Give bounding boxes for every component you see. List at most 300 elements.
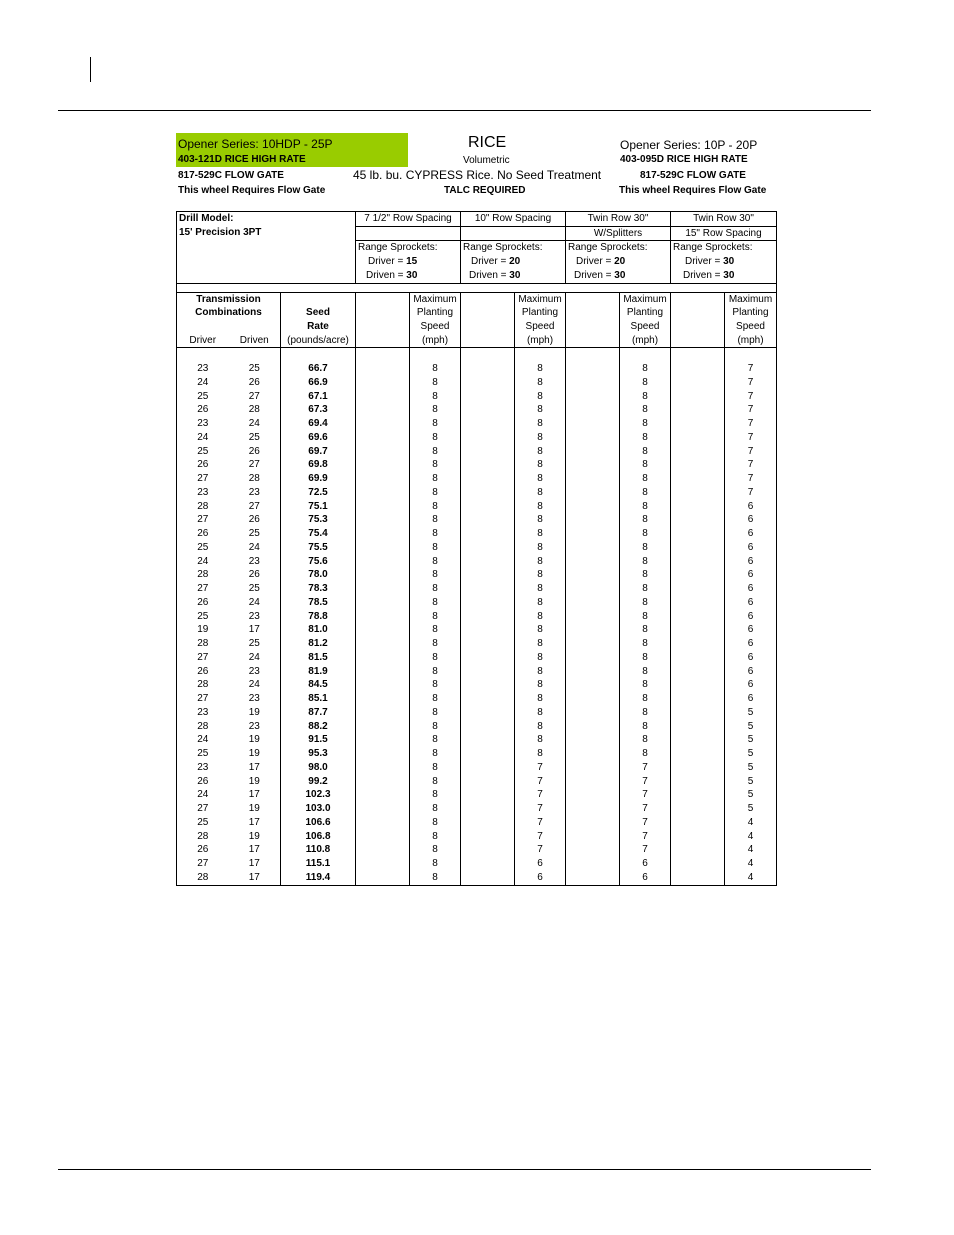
- top-rule: [58, 110, 871, 111]
- speed-cell-1: 8: [410, 857, 461, 871]
- speed-cell-2: 8: [515, 541, 566, 555]
- driver-cell: 26: [177, 843, 229, 857]
- driven-cell: 23: [248, 610, 260, 622]
- speed-cell-1: 8: [410, 706, 461, 720]
- speed-cell-4: 6: [725, 500, 777, 514]
- speed-cell-4: 7: [725, 486, 777, 500]
- driver-cell: 24: [177, 555, 229, 569]
- driver-cell: 26: [177, 527, 229, 541]
- speed-cell-1: 8: [410, 582, 461, 596]
- blank-cell: [356, 610, 410, 624]
- table-row: [177, 775, 777, 789]
- table-row: [177, 403, 777, 417]
- spacing-4-header: Twin Row 30": [671, 212, 777, 227]
- blank-cell: [461, 403, 515, 417]
- speed-cell-1: 8: [410, 390, 461, 404]
- driver-cell: 19: [177, 623, 229, 637]
- blank-cell: [356, 747, 410, 761]
- speed-cell-4: 6: [725, 692, 777, 706]
- table-row: [177, 623, 777, 637]
- table-row: [177, 527, 777, 541]
- table-row: [177, 472, 777, 486]
- seed-header: Seed: [281, 306, 356, 320]
- speed-cell-3: 8: [620, 651, 671, 665]
- speed-cell-3: 8: [620, 458, 671, 472]
- blank-cell: [356, 445, 410, 459]
- blank-cell: [566, 513, 620, 527]
- seed-rate-cell: 75.5: [281, 541, 356, 555]
- speed-cell-2: 8: [515, 747, 566, 761]
- blank-cell: [566, 541, 620, 555]
- speed-cell-1: 8: [410, 843, 461, 857]
- driver-cell: 23: [177, 486, 229, 500]
- drill-model-label: Drill Model:: [177, 212, 356, 227]
- blank-cell: [671, 843, 725, 857]
- table-row: [177, 802, 777, 816]
- blank-cell: [356, 775, 410, 789]
- seed-rate-cell: 66.9: [281, 376, 356, 390]
- seed-rate-cell: 69.4: [281, 417, 356, 431]
- blank-cell: [566, 568, 620, 582]
- speed-cell-4: 6: [725, 637, 777, 651]
- seed-rate-cell: 75.1: [281, 500, 356, 514]
- blank-cell: [671, 665, 725, 679]
- meter-type: Volumetric: [463, 155, 510, 166]
- speed-cell-2: 8: [515, 445, 566, 459]
- left-flow-gate: 817-529C FLOW GATE: [178, 170, 284, 181]
- blank-cell: [566, 747, 620, 761]
- speed-cell-1: 8: [410, 610, 461, 624]
- seed-rate-cell: 66.7: [281, 362, 356, 376]
- drill-model-value: 15' Precision 3PT: [177, 226, 356, 241]
- speed-cell-2: 8: [515, 431, 566, 445]
- table-row: [177, 555, 777, 569]
- range-label-2: Range Sprockets:: [461, 241, 566, 255]
- speed-header-2: Maximum: [515, 292, 566, 306]
- blank-cell: [356, 390, 410, 404]
- blank-cell: [356, 568, 410, 582]
- seed-rate-cell: 81.9: [281, 665, 356, 679]
- driven-cell: 17: [248, 858, 260, 870]
- blank-cell: [461, 500, 515, 514]
- driver-cell: 25: [177, 445, 229, 459]
- driven-cell: 17: [248, 624, 260, 636]
- driven-cell: 17: [229, 871, 281, 885]
- blank-cell: [671, 623, 725, 637]
- table-row: [177, 417, 777, 431]
- speed-cell-4: 7: [725, 431, 777, 445]
- blank-cell: [356, 802, 410, 816]
- speed-cell-4: 7: [725, 445, 777, 459]
- driver-cell: 27: [177, 582, 229, 596]
- blank-cell: [356, 500, 410, 514]
- table-row: [177, 362, 777, 376]
- seed-rate-cell: 84.5: [281, 678, 356, 692]
- seed-rate-cell: 98.0: [281, 761, 356, 775]
- driven-cell: 25: [248, 431, 260, 443]
- speed-cell-3: 8: [620, 610, 671, 624]
- speed-cell-2: 8: [515, 720, 566, 734]
- speed-cell-1: 8: [410, 568, 461, 582]
- driver-cell: 27: [177, 857, 229, 871]
- seed-rate-cell: 81.0: [281, 623, 356, 637]
- blank-cell: [671, 582, 725, 596]
- driver-sprocket-3: Driver = 20: [566, 255, 671, 269]
- blank-cell: [461, 513, 515, 527]
- blank-cell: [356, 651, 410, 665]
- speed-cell-4: 7: [725, 390, 777, 404]
- seed-rate-cell: 69.8: [281, 458, 356, 472]
- table-row: [177, 706, 777, 720]
- driver-cell: 28: [177, 678, 229, 692]
- driven-cell: 23: [248, 720, 260, 732]
- seed-rate-cell: 69.9: [281, 472, 356, 486]
- seed-rate-cell: 103.0: [281, 802, 356, 816]
- speed-cell-1: 8: [410, 733, 461, 747]
- driver-cell: 24: [177, 788, 229, 802]
- blank-cell: [671, 720, 725, 734]
- blank-cell: [461, 637, 515, 651]
- speed-cell-1: 8: [410, 513, 461, 527]
- table-row: [177, 720, 777, 734]
- speed-cell-1: 8: [410, 802, 461, 816]
- rate-header: Rate: [281, 320, 356, 334]
- blank-cell: [566, 692, 620, 706]
- range-label-1: Range Sprockets:: [356, 241, 461, 255]
- driven-cell: 17: [248, 789, 260, 801]
- driven-cell: 19: [248, 734, 260, 746]
- speed-cell-4: 4: [725, 857, 777, 871]
- table-row: [177, 678, 777, 692]
- speed-cell-2: 8: [515, 733, 566, 747]
- table-row: [177, 843, 777, 857]
- blank-cell: [461, 788, 515, 802]
- blank-cell: [671, 802, 725, 816]
- blank-cell: [671, 706, 725, 720]
- speed-cell-4: 6: [725, 651, 777, 665]
- speed-cell-3: 8: [620, 486, 671, 500]
- driver-cell: 28: [177, 500, 229, 514]
- blank-cell: [566, 362, 620, 376]
- blank-cell: [566, 431, 620, 445]
- blank-cell: [461, 761, 515, 775]
- speed-cell-1: 8: [410, 472, 461, 486]
- blank-cell: [461, 376, 515, 390]
- seed-rate-cell: 78.3: [281, 582, 356, 596]
- seed-rate-cell: 87.7: [281, 706, 356, 720]
- blank-cell: [566, 610, 620, 624]
- speed-cell-1: 8: [410, 788, 461, 802]
- combinations-header: Combinations: [177, 306, 281, 320]
- blank-cell: [671, 362, 725, 376]
- speed-cell-3: 8: [620, 665, 671, 679]
- driven-cell: 24: [248, 418, 260, 430]
- driver-cell: 26: [177, 403, 229, 417]
- blank-cell: [671, 857, 725, 871]
- speed-cell-2: 6: [515, 857, 566, 871]
- seed-rate-table: Drill Model: 7 1/2" Row Spacing 10" Row Spacing Twin Row 30" Twin Row 30" 15' Precision 3PT W/Splitters 15" Row Spacing Range Sprockets: Range Sprockets: Range Sprockets: Range Sprockets: Driver = 15 Driver = 20 Driver = 20 Driver = 30 Driven = 30 Driven = 30 Driven = 30 Driven = 30 Transmission Maximum Maximum Maximum Maximum Combinations Seed Planting Planting Planting Planting Rate Speed Speed Speed Speed Driver Driven (pounds/acre) (mph) (mph) (mph) (mph) 23 25 66.7 8 8 8 7 24 26 66.9 8 8 8 7 25 27 67.1 8 8 8 7 26 28 67.3 8 8 8 7 23 24 69.4 8 8 8 7 24 25 69.6 8 8 8 7 25 26 69.7 8 8 8 7 26 27 69.8 8 8 8 7 27 28 69.9 8 8 8 7 23 23 72.5 8 8 8 7 28 27 75.1 8 8 8 6 27 26 75.3 8 8 8 6 26 25 75.4 8 8 8 6 25 24 75.5 8 8 8 6 24 23 75.6 8 8 8 6 28 26 78.0 8 8 8 6 27 25 78.3 8 8 8 6 26 24 78.5 8 8 8 6 25 23 78.8 8 8 8 6 19 17 81.0 8 8 8 6 28 25 81.2 8 8 8 6 27 24 81.5 8 8 8 6 26 23 81.9 8 8 8 6 28 24 84.5 8 8 8 6 27 23 85.1 8 8 8 6 23 19 87.7 8 8 8 5 28 23 88.2 8 8 8 5 24 19 91.5 8 8 8 5 25 19 95.3 8 8 8 5 23 17 98.0 8 7 7 5 26 19 99.2 8 7 7 5 24 17 102.3 8 7 7 5 27 19 103.0 8 7 7 5 25 17 106.6 8 7 7 4 28 19 106.8 8 7 7 4 26 17 110.8 8 7 7 4 27 17 115.1 8 6 6 4 28 17 119.4 8 6 6 4: [176, 211, 777, 886]
- blank-cell: [356, 692, 410, 706]
- speed-cell-3: 8: [620, 376, 671, 390]
- blank-cell: [461, 706, 515, 720]
- table-row: [177, 513, 777, 527]
- blank-cell: [566, 555, 620, 569]
- driven-cell: 24: [248, 651, 260, 663]
- speed-cell-2: 8: [515, 582, 566, 596]
- speed-cell-3: 8: [620, 362, 671, 376]
- speed-cell-1: 8: [410, 651, 461, 665]
- table-row: [177, 747, 777, 761]
- blank-cell: [671, 445, 725, 459]
- blank-cell: [356, 362, 410, 376]
- blank-cell: [566, 596, 620, 610]
- driven-cell: 27: [248, 390, 260, 402]
- speed-cell-1: 8: [410, 623, 461, 637]
- blank-cell: [356, 830, 410, 844]
- blank-cell: [566, 775, 620, 789]
- speed-cell-3: 7: [620, 843, 671, 857]
- speed-cell-3: 8: [620, 678, 671, 692]
- blank-cell: [461, 623, 515, 637]
- blank-cell: [566, 706, 620, 720]
- driver-cell: 23: [177, 761, 229, 775]
- blank-cell: [671, 417, 725, 431]
- speed-cell-1: 8: [410, 596, 461, 610]
- driven-cell: 24: [248, 679, 260, 691]
- blank-cell: [356, 857, 410, 871]
- speed-cell-1: 8: [410, 376, 461, 390]
- right-opener-series: Opener Series: 10P - 20P: [620, 138, 758, 152]
- table-row: [177, 788, 777, 802]
- seed-rate-cell: 119.4: [281, 871, 356, 885]
- seed-rate-cell: 81.2: [281, 637, 356, 651]
- speed-cell-2: 8: [515, 555, 566, 569]
- driven-sprocket-2: Driven = 30: [461, 269, 566, 283]
- speed-cell-2: 8: [515, 637, 566, 651]
- driver-cell: 28: [177, 637, 229, 651]
- speed-cell-4: 5: [725, 802, 777, 816]
- blank-cell: [671, 637, 725, 651]
- blank-cell: [356, 513, 410, 527]
- blank-cell: [461, 651, 515, 665]
- table-row: [177, 431, 777, 445]
- speed-cell-2: 8: [515, 527, 566, 541]
- blank-cell: [566, 720, 620, 734]
- blank-cell: [356, 555, 410, 569]
- speed-cell-2: 8: [515, 623, 566, 637]
- driver-col-header: Driver: [177, 334, 229, 348]
- driven-cell: 19: [248, 803, 260, 815]
- table-row: [177, 500, 777, 514]
- driven-sprocket-4: Driven = 30: [671, 269, 777, 283]
- driven-cell: 27: [248, 500, 260, 512]
- speed-cell-3: 7: [620, 830, 671, 844]
- speed-cell-3: 8: [620, 403, 671, 417]
- blank-cell: [566, 665, 620, 679]
- speed-header-3: Maximum: [620, 292, 671, 306]
- speed-cell-4: 6: [725, 527, 777, 541]
- blank-cell: [566, 802, 620, 816]
- speed-cell-1: 8: [410, 678, 461, 692]
- blank-cell: [566, 830, 620, 844]
- driver-cell: 26: [177, 458, 229, 472]
- speed-cell-3: 7: [620, 788, 671, 802]
- table-row: [177, 376, 777, 390]
- driver-cell: 28: [177, 720, 229, 734]
- speed-cell-1: 8: [410, 458, 461, 472]
- speed-cell-3: 8: [620, 445, 671, 459]
- speed-cell-3: 8: [620, 720, 671, 734]
- speed-cell-1: 8: [410, 692, 461, 706]
- blank-cell: [671, 541, 725, 555]
- speed-cell-4: 6: [725, 665, 777, 679]
- range-label-3: Range Sprockets:: [566, 241, 671, 255]
- speed-cell-4: 4: [725, 871, 777, 885]
- blank-cell: [566, 445, 620, 459]
- blank-cell: [671, 678, 725, 692]
- blank-cell: [671, 376, 725, 390]
- blank-cell: [461, 830, 515, 844]
- speed-cell-4: 4: [725, 830, 777, 844]
- speed-cell-2: 8: [515, 376, 566, 390]
- driver-cell: 27: [177, 692, 229, 706]
- blank-cell: [356, 403, 410, 417]
- driven-col-header: Driven: [239, 334, 269, 346]
- driven-cell: 24: [248, 596, 260, 608]
- driven-cell: 19: [248, 830, 260, 842]
- seed-rate-cell: 95.3: [281, 747, 356, 761]
- driven-cell: 26: [248, 569, 260, 581]
- blank-cell: [461, 458, 515, 472]
- driver-cell: 25: [177, 816, 229, 830]
- spacing-1-header: 7 1/2" Row Spacing: [356, 212, 461, 227]
- seed-rate-cell: 81.5: [281, 651, 356, 665]
- blank-cell: [461, 541, 515, 555]
- speed-cell-2: 7: [515, 761, 566, 775]
- spacing-4-sub: 15" Row Spacing: [671, 226, 777, 241]
- speed-cell-3: 7: [620, 775, 671, 789]
- speed-cell-2: 8: [515, 596, 566, 610]
- speed-cell-4: 6: [725, 555, 777, 569]
- table-row: [177, 596, 777, 610]
- blank-cell: [566, 761, 620, 775]
- blank-cell: [356, 623, 410, 637]
- driven-sprocket-1: Driven = 30: [356, 269, 461, 283]
- blank-cell: [671, 761, 725, 775]
- transmission-header: Transmission: [177, 292, 281, 306]
- speed-cell-4: 6: [725, 541, 777, 555]
- blank-cell: [566, 376, 620, 390]
- speed-cell-1: 8: [410, 445, 461, 459]
- units-header: (pounds/acre): [281, 334, 356, 348]
- speed-cell-4: 7: [725, 376, 777, 390]
- speed-cell-3: 8: [620, 637, 671, 651]
- blank-cell: [671, 830, 725, 844]
- blank-cell: [461, 816, 515, 830]
- speed-cell-3: 8: [620, 582, 671, 596]
- speed-cell-4: 6: [725, 596, 777, 610]
- blank-cell: [671, 788, 725, 802]
- table-row: [177, 486, 777, 500]
- speed-cell-3: 8: [620, 527, 671, 541]
- blank-cell: [566, 843, 620, 857]
- talc-required: TALC REQUIRED: [444, 185, 526, 196]
- speed-cell-3: 7: [620, 761, 671, 775]
- blank-cell: [671, 816, 725, 830]
- driven-cell: 23: [248, 693, 260, 705]
- speed-cell-2: 7: [515, 830, 566, 844]
- speed-cell-2: 7: [515, 775, 566, 789]
- blank-cell: [671, 775, 725, 789]
- blank-cell: [566, 500, 620, 514]
- seed-rate-cell: 69.7: [281, 445, 356, 459]
- driver-cell: 27: [177, 513, 229, 527]
- blank-cell: [671, 610, 725, 624]
- driven-sprocket-3: Driven = 30: [566, 269, 671, 283]
- speed-cell-2: 8: [515, 500, 566, 514]
- driver-cell: 24: [177, 376, 229, 390]
- blank-cell: [356, 720, 410, 734]
- speed-cell-4: 5: [725, 775, 777, 789]
- driver-cell: 25: [177, 541, 229, 555]
- blank-cell: [566, 390, 620, 404]
- speed-cell-2: 8: [515, 706, 566, 720]
- speed-cell-3: 7: [620, 802, 671, 816]
- seed-rate-cell: 110.8: [281, 843, 356, 857]
- speed-cell-4: 6: [725, 568, 777, 582]
- driver-cell: 27: [177, 651, 229, 665]
- blank-cell: [566, 651, 620, 665]
- speed-cell-1: 8: [410, 527, 461, 541]
- range-label-4: Range Sprockets:: [671, 241, 777, 255]
- blank-cell: [566, 527, 620, 541]
- blank-cell: [356, 472, 410, 486]
- seed-rate-cell: 78.8: [281, 610, 356, 624]
- seed-rate-cell: 69.6: [281, 431, 356, 445]
- driven-cell: 26: [248, 445, 260, 457]
- driven-cell: 27: [248, 459, 260, 471]
- blank-cell: [461, 431, 515, 445]
- speed-cell-1: 8: [410, 747, 461, 761]
- speed-cell-4: 6: [725, 582, 777, 596]
- seed-rate-cell: 75.3: [281, 513, 356, 527]
- table-row: [177, 390, 777, 404]
- right-note: This wheel Requires Flow Gate: [619, 185, 767, 196]
- driver-cell: 28: [177, 871, 229, 885]
- speed-cell-4: 7: [725, 362, 777, 376]
- speed-cell-2: 8: [515, 568, 566, 582]
- blank-cell: [356, 582, 410, 596]
- driver-cell: 25: [177, 390, 229, 404]
- seed-rate-cell: 106.8: [281, 830, 356, 844]
- driven-cell: 23: [248, 486, 260, 498]
- speed-cell-2: 7: [515, 788, 566, 802]
- table-row: [177, 568, 777, 582]
- driver-cell: 26: [177, 665, 229, 679]
- table-row: [177, 761, 777, 775]
- driver-cell: 26: [177, 596, 229, 610]
- blank-cell: [356, 665, 410, 679]
- seed-rate-cell: 91.5: [281, 733, 356, 747]
- blank-cell: [671, 390, 725, 404]
- speed-cell-2: 6: [515, 871, 566, 885]
- speed-cell-3: 6: [620, 857, 671, 871]
- table-row: [177, 637, 777, 651]
- driver-sprocket-2: Driver = 20: [461, 255, 566, 269]
- blank-cell: [461, 802, 515, 816]
- speed-cell-2: 8: [515, 678, 566, 692]
- speed-cell-1: 8: [410, 417, 461, 431]
